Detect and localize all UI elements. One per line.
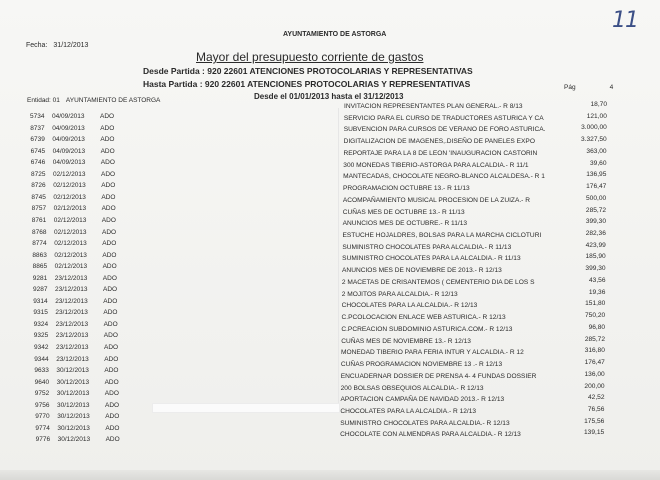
scan-bottom-edge xyxy=(0,470,660,480)
entry-date: 04/09/2013 xyxy=(52,113,85,120)
entry-type: ADO xyxy=(102,228,117,236)
entry-number: 6739 xyxy=(30,136,45,144)
description-text: CHOCOLATE CON ALMENDRAS PARA ALCALDIA.- R 12/13 xyxy=(340,431,521,439)
entry-type: ADO xyxy=(101,182,116,190)
entry-date: 02/12/2013 xyxy=(54,240,87,248)
pag-value: 4 xyxy=(609,84,614,91)
entry-type: ADO xyxy=(100,159,115,167)
entry-type: ADO xyxy=(100,147,115,155)
organization-header: AYUNTAMIENTO DE ASTORGA xyxy=(283,31,387,38)
description-text: ACOMPAÑAMIENTO MUSICAL PROCESION DE LA ZUIZA.- R xyxy=(342,196,530,204)
entry-date: 02/12/2013 xyxy=(53,170,86,178)
entry-row xyxy=(33,263,143,272)
entry-date: 30/12/2013 xyxy=(57,424,90,432)
entry-date: 02/12/2013 xyxy=(53,182,86,190)
report-title: Mayor del presupuesto corriente de gastos xyxy=(196,50,424,64)
entidad-value: AYUNTAMIENTO DE ASTORGA xyxy=(65,97,161,104)
amount-value: 185,90 xyxy=(585,253,606,261)
amount-value: 750,20 xyxy=(585,312,606,320)
entry-number: 6746 xyxy=(30,159,46,167)
entry-type: ADO xyxy=(100,136,115,144)
entry-date: 02/12/2013 xyxy=(54,228,87,236)
amount-value: 285,72 xyxy=(584,335,605,343)
description-text: 200 BOLSAS OBSEQUIOS ALCALDIA.- R 12/13 xyxy=(340,384,484,392)
amount-value: 151,80 xyxy=(585,300,606,308)
entry-number: 8745 xyxy=(31,193,46,201)
desde-partida: Desde Partida : 920 22601 ATENCIONES PROTOCOLARIAS Y REPRESENTATIVAS xyxy=(143,66,473,76)
entry-type: ADO xyxy=(104,344,119,351)
description-text: CUÑAS MES DE NOVIEMBRE 13.- R 12/13 xyxy=(341,337,471,345)
entry-row xyxy=(31,182,141,191)
entry-type: ADO xyxy=(103,286,118,294)
description-text: CHOCOLATES PARA LA ALCALDIA.- R 12/13 xyxy=(340,407,477,415)
description-text: CUÑAS PROGRAMACION NOVIEMBRE 13 .- R 12/13 xyxy=(340,361,503,369)
entry-row xyxy=(31,159,141,168)
entry-number: 9770 xyxy=(35,413,50,421)
entry-row xyxy=(34,321,144,330)
description-text: DIGITALIZACION DE IMAGENES,.DISEÑO DE PANELES EXPO xyxy=(343,138,535,146)
entry-date: 30/12/2013 xyxy=(57,401,90,409)
amount-value: 500,00 xyxy=(586,194,607,202)
entry-number: 8726 xyxy=(31,182,46,190)
entry-number: 9325 xyxy=(33,332,49,340)
amount-value: 136,95 xyxy=(586,171,607,179)
entry-date: 02/12/2013 xyxy=(53,216,87,224)
entry-row xyxy=(33,275,143,284)
entry-type: ADO xyxy=(103,309,118,317)
amount-value: 3.000,00 xyxy=(581,124,607,132)
entry-number: 9344 xyxy=(34,355,49,363)
description-text: ESTUCHE HOJALDRES, BOLSAS PARA LA MARCHA CICLOTURI xyxy=(342,232,542,240)
entry-type: ADO xyxy=(100,113,115,120)
entry-row xyxy=(36,436,146,445)
description-text: ANUNCIOS MES DE NOVIEMBRE DE 2013.- R 12/13 xyxy=(342,267,502,275)
amount-value: 43,56 xyxy=(588,276,606,284)
entry-row xyxy=(31,171,141,180)
entry-type: ADO xyxy=(104,390,119,398)
entry-date: 30/12/2013 xyxy=(56,378,90,386)
description-text: CUÑAS MES DE OCTUBRE 13.- R 11/13 xyxy=(342,208,465,216)
handwritten-page-number: 11 xyxy=(612,8,638,33)
entry-date: 04/09/2013 xyxy=(52,124,85,132)
entry-number: 6745 xyxy=(30,147,46,155)
entry-row xyxy=(33,286,143,295)
entry-date: 23/12/2013 xyxy=(56,355,89,363)
entry-number: 9314 xyxy=(33,297,48,305)
entry-number: 9342 xyxy=(34,344,49,351)
entry-row xyxy=(32,205,142,214)
entry-type: ADO xyxy=(103,320,118,328)
entry-number: 9633 xyxy=(34,367,49,375)
description-text: C.PCREACION SUBDOMINIO ASTURICA.COM.- R 12/13 xyxy=(341,325,513,333)
entry-number: 9315 xyxy=(33,309,48,317)
description-text: CHOCOLATES PARA LA ALCALDIA.- R 12/13 xyxy=(341,302,478,310)
entry-row xyxy=(35,413,145,422)
description-text: SUBVENCION PARA CURSOS DE VERANO DE FORO ASTURICA. xyxy=(343,126,546,134)
entry-date: 23/12/2013 xyxy=(55,320,89,328)
entry-date: 30/12/2013 xyxy=(56,390,90,398)
entry-row xyxy=(35,390,145,399)
entry-type: ADO xyxy=(101,170,116,178)
entry-row xyxy=(34,344,144,353)
entry-row xyxy=(32,229,142,238)
entry-number: 8774 xyxy=(32,240,47,248)
amount-value: 76,56 xyxy=(587,405,605,413)
entry-row xyxy=(32,252,142,261)
description-text: ENCUADERNAR DOSSIER DE PRENSA 4- 4 FUNDAS DOSSIER xyxy=(340,372,537,380)
entry-row xyxy=(30,125,140,134)
entry-number: 8865 xyxy=(32,263,48,271)
entry-type: ADO xyxy=(102,263,117,271)
description-text: SERVICIO PARA EL CURSO DE TRADUCTORES ASTURICA Y CA xyxy=(343,114,544,122)
entry-number: 5734 xyxy=(30,113,45,120)
entry-type: ADO xyxy=(102,240,117,248)
description-text: REPORTAJE PARA LA 8 DE LEON 'INAUGURACION CASTORIN xyxy=(343,149,538,157)
description-text: 2 MACETAS DE CRISANTEMOS ( CEMENTERIO DIA DE LOS S xyxy=(341,278,535,286)
entry-number: 9324 xyxy=(33,320,49,328)
fecha-value: 31/12/2013 xyxy=(53,42,89,49)
entry-type: ADO xyxy=(103,297,118,305)
entry-number: 9281 xyxy=(32,274,48,282)
entry-date: 30/12/2013 xyxy=(57,436,91,444)
description-text: SUMINISTRO CHOCOLATES PARA ALCALDIA.- R 12/13 xyxy=(340,419,510,427)
entry-number: 9752 xyxy=(34,390,50,398)
entry-row xyxy=(35,402,145,411)
entry-date: 23/12/2013 xyxy=(55,297,88,305)
entry-type: ADO xyxy=(105,401,120,409)
amount-value: 96,80 xyxy=(588,323,606,331)
description-text: SUMINISTRO CHOCOLATES PARA LA ALCALDIA.- R 11/13 xyxy=(342,255,521,263)
entidad-label: Entidad: 01 xyxy=(27,97,60,104)
amount-value: 399,30 xyxy=(585,218,606,226)
entry-number: 9640 xyxy=(34,378,50,386)
entry-type: ADO xyxy=(101,205,116,213)
description-text: MONEDAD TIBERIO PARA FERIA INTUR Y ALCALDIA.- R 12 xyxy=(341,349,524,357)
amount-value: 176,47 xyxy=(584,359,605,367)
description-text: ANUNCIOS MES DE OCTUBRE.- R 11/13 xyxy=(342,220,468,228)
entry-number: 9287 xyxy=(33,286,48,294)
amount-value: 3.327,50 xyxy=(581,136,607,144)
amount-value: 39,60 xyxy=(589,159,607,167)
entry-row xyxy=(35,379,145,388)
entry-date: 30/12/2013 xyxy=(56,367,89,375)
entry-row xyxy=(31,148,141,157)
date-range: Desde el 01/01/2013 hasta el 31/12/2013 xyxy=(254,92,404,101)
entry-number: 8737 xyxy=(30,124,45,132)
entry-date: 04/09/2013 xyxy=(52,136,85,144)
entry-type: ADO xyxy=(104,355,119,363)
entry-number: 8761 xyxy=(31,216,47,224)
amount-value: 316,80 xyxy=(584,347,605,355)
entry-number: 9776 xyxy=(35,436,51,444)
entry-type: ADO xyxy=(100,124,115,132)
entry-number: 9774 xyxy=(35,424,50,432)
entry-row xyxy=(32,240,142,249)
amount-value: 176,47 xyxy=(586,183,607,191)
description-text: C.PCOLOCACION ENLACE WEB ASTURICA.- R 12/13 xyxy=(341,314,506,322)
amount-value: 18,70 xyxy=(590,101,607,108)
amount-value: 121,00 xyxy=(586,112,607,120)
amount-value: 139,15 xyxy=(584,429,605,437)
amount-value: 42,52 xyxy=(587,394,605,402)
entry-row xyxy=(30,136,140,145)
entry-row xyxy=(35,425,145,434)
entry-type: ADO xyxy=(103,332,118,340)
entry-type: ADO xyxy=(105,436,120,444)
entry-type: ADO xyxy=(101,193,116,201)
entry-type: ADO xyxy=(104,367,119,375)
description-text: PROGRAMACION OCTUBRE 13.- R 11/13 xyxy=(343,185,470,193)
amount-value: 19,36 xyxy=(588,288,606,296)
entry-date: 23/12/2013 xyxy=(54,274,88,282)
amount-value: 423,99 xyxy=(585,241,606,249)
entry-row xyxy=(34,332,144,341)
entry-date: 02/12/2013 xyxy=(54,263,88,271)
entry-date: 23/12/2013 xyxy=(55,309,88,317)
amount-value: 282,36 xyxy=(585,230,606,238)
description-text: INVITACION REPRESENTANTES PLAN GENERAL.- R 8/13 xyxy=(344,103,523,110)
entry-number: 8725 xyxy=(31,170,46,178)
entry-type: ADO xyxy=(105,424,120,432)
entry-type: ADO xyxy=(101,216,116,224)
amount-value: 285,72 xyxy=(585,206,607,214)
entry-row xyxy=(31,194,141,203)
entry-row xyxy=(34,367,144,376)
entry-row xyxy=(33,298,143,307)
amount-value: 363,00 xyxy=(586,147,607,155)
entry-date: 23/12/2013 xyxy=(55,286,88,294)
entry-number: 9756 xyxy=(35,401,50,409)
entry-row xyxy=(33,309,143,318)
description-text: 300 MONEDAS TIBERIO-ASTORGA PARA ALCALDIA.- R 11/1 xyxy=(343,161,529,169)
entry-number: 8863 xyxy=(32,251,47,259)
amount-value: 399,30 xyxy=(585,265,606,273)
entry-date: 30/12/2013 xyxy=(57,413,90,421)
entry-date: 23/12/2013 xyxy=(56,344,89,351)
amount-value: 200,00 xyxy=(584,382,605,390)
entry-date: 04/09/2013 xyxy=(52,147,86,155)
amount-value: 136,00 xyxy=(584,370,605,378)
entry-type: ADO xyxy=(104,378,119,386)
entry-row xyxy=(32,217,142,226)
entry-date: 23/12/2013 xyxy=(55,332,89,340)
entry-number: 8757 xyxy=(31,205,47,213)
pag-label: Pág xyxy=(564,84,576,91)
fecha-label: Fecha: xyxy=(26,42,48,49)
entry-date: 02/12/2013 xyxy=(53,193,86,201)
entry-date: 02/12/2013 xyxy=(53,205,87,213)
description-text: APORTACION CAMPAÑA DE NAVIDAD 2013.- R 12/13 xyxy=(340,396,505,404)
entry-type: ADO xyxy=(102,251,117,259)
entry-date: 02/12/2013 xyxy=(54,251,87,259)
entry-date: 04/09/2013 xyxy=(52,159,86,167)
entry-type: ADO xyxy=(102,274,117,282)
hasta-partida: Hasta Partida : 920 22601 ATENCIONES PROTOCOLARIAS Y REPRESENTATIVAS xyxy=(143,79,471,89)
entry-row xyxy=(30,113,140,122)
description-text: MANTECADAS, CHOCOLATE NEGRO-BLANCO ALCALDESA.- R 1 xyxy=(343,173,545,181)
description-text: SUMINISTRO CHOCOLATES PARA ALCALDIA.- R 11/13 xyxy=(342,243,512,251)
amount-value: 175,56 xyxy=(584,417,605,425)
entry-row xyxy=(34,356,144,365)
description-text: 2 MOJITOS PARA ALCALDIA.- R 12/13 xyxy=(341,290,458,298)
entry-type: ADO xyxy=(105,413,120,421)
entry-number: 8768 xyxy=(32,228,47,236)
